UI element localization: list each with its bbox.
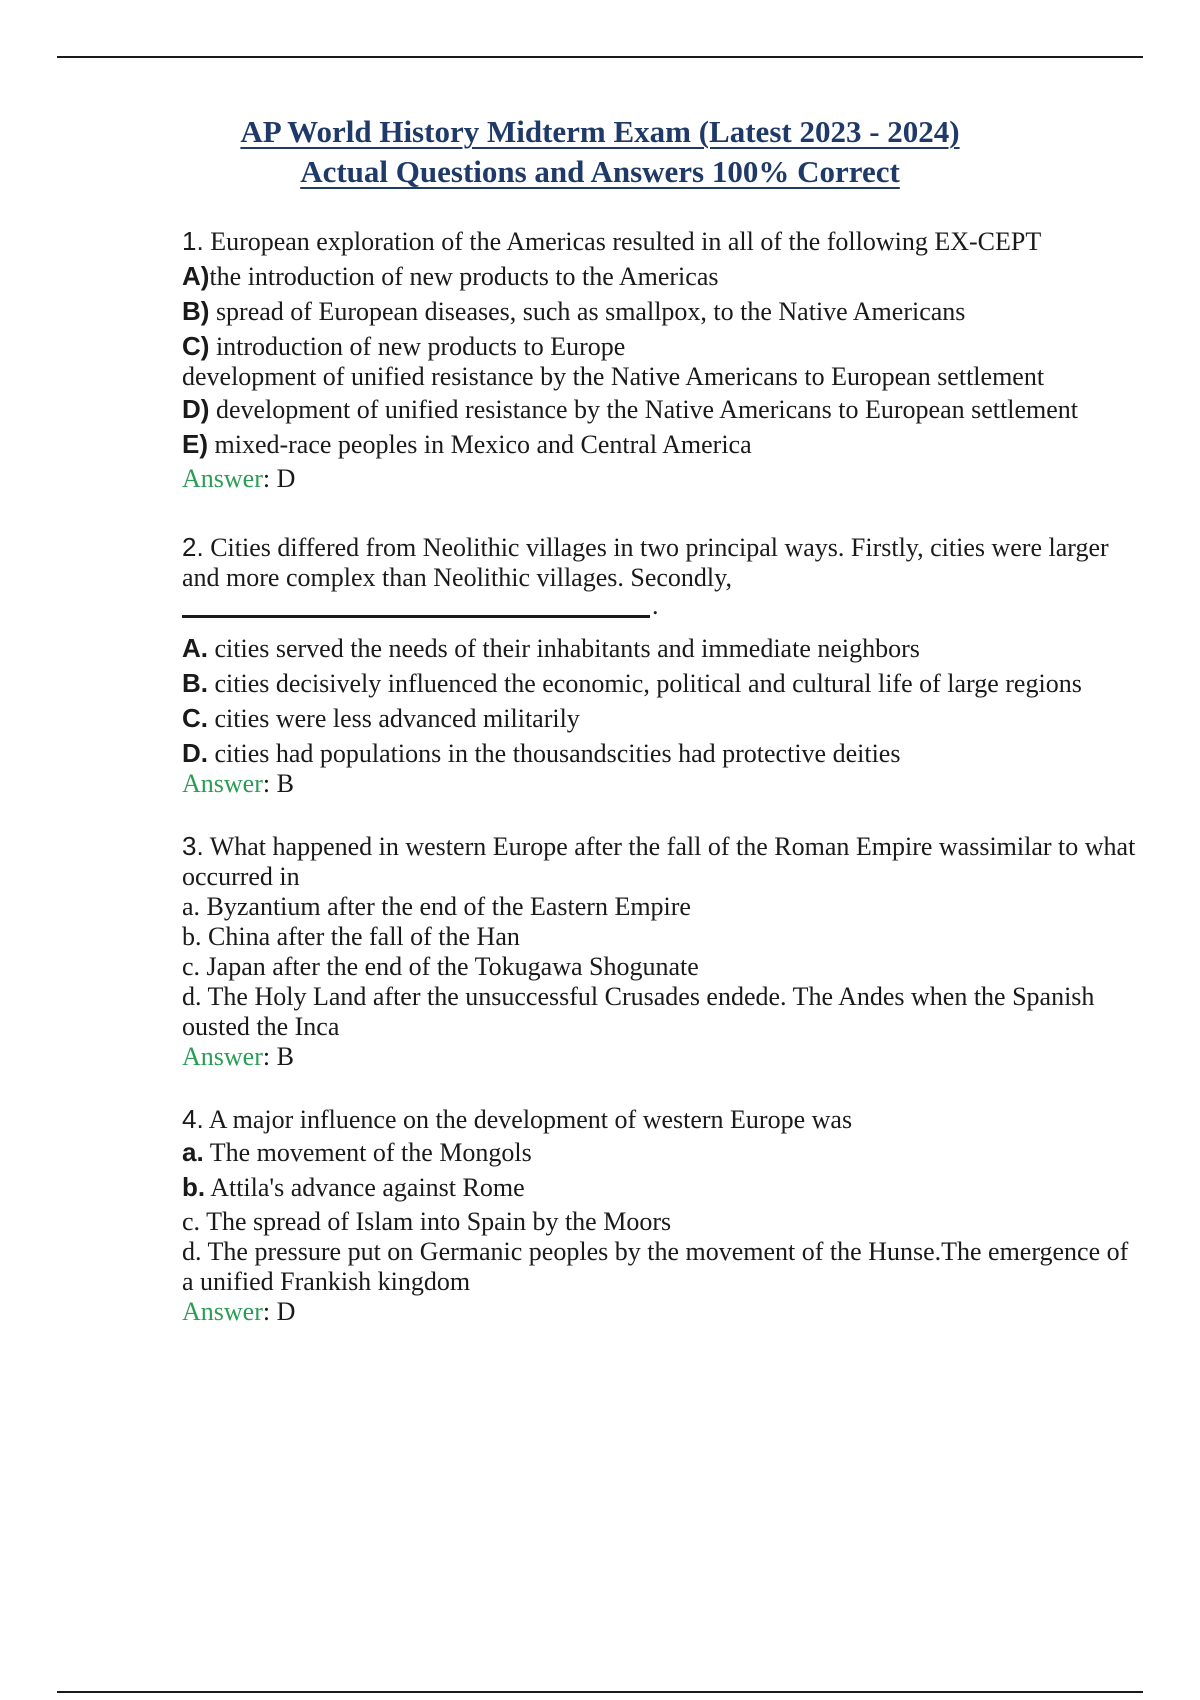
option-text: mixed-race peoples in Mexico and Central America bbox=[214, 430, 752, 459]
blank-period: . bbox=[652, 591, 659, 620]
option-text: Attila's advance against Rome bbox=[210, 1173, 525, 1202]
answer-line bbox=[182, 769, 1142, 799]
option-label: D) bbox=[182, 394, 210, 424]
option-label: D. bbox=[182, 738, 208, 768]
question-number: 4. bbox=[182, 1104, 204, 1134]
option-label: A. bbox=[182, 633, 208, 663]
answer-label: Answer bbox=[182, 464, 263, 493]
option-text: cities served the needs of their inhabitants and immediate neighbors bbox=[214, 634, 920, 663]
answer-label: Answer bbox=[182, 1042, 263, 1071]
fill-in-blank bbox=[182, 593, 1142, 629]
option-text: c. The spread of Islam into Spain by the Moors bbox=[182, 1207, 672, 1236]
question-number: 2. bbox=[182, 532, 204, 562]
option-label: B) bbox=[182, 296, 210, 326]
title-line-1: AP World History Midterm Exam (Latest 2023 - 2024) bbox=[240, 114, 960, 149]
option-label: C) bbox=[182, 331, 210, 361]
option-label: b. bbox=[182, 1172, 206, 1202]
top-rule bbox=[57, 56, 1143, 58]
question-1 bbox=[182, 226, 1142, 494]
answer-label: Answer bbox=[182, 1297, 263, 1326]
option-text: the introduction of new products to the Americas bbox=[209, 262, 719, 291]
answer-line bbox=[182, 464, 1142, 494]
blank-underline bbox=[182, 615, 650, 618]
answer-label: Answer bbox=[182, 769, 263, 798]
option-label: C. bbox=[182, 703, 208, 733]
question-4 bbox=[182, 1104, 1142, 1327]
option-text: The movement of the Mongols bbox=[209, 1138, 532, 1167]
option-label: B. bbox=[182, 668, 208, 698]
answer-line bbox=[182, 1297, 1142, 1327]
answer-line bbox=[182, 1042, 1142, 1072]
answer-value: : D bbox=[262, 464, 296, 493]
option-text: development of unified resistance by the Native Americans to European settlement bbox=[215, 395, 1078, 424]
answer-value: : B bbox=[262, 1042, 294, 1071]
option-text: a. Byzantium after the end of the Eastern Empire bbox=[182, 892, 691, 921]
option-text-continued: development of unified resistance by the Native Americans to European settlement bbox=[182, 362, 1045, 391]
option-text: d. The pressure put on Germanic peoples by the movement of the Hunse.The emergence of a unified Frankish kingdom bbox=[182, 1237, 1135, 1296]
title-line-2: Actual Questions and Answers 100% Correct bbox=[300, 154, 900, 189]
question-text: European exploration of the Americas resulted in all of the following EX-CEPT bbox=[210, 227, 1042, 256]
option-text: introduction of new products to Europe bbox=[215, 332, 626, 361]
option-text: b. China after the fall of the Han bbox=[182, 922, 520, 951]
question-text: Cities differed from Neolithic villages in two principal ways. Firstly, cities were larger and more complex than Neolithic villages. Secondly, bbox=[182, 533, 1116, 592]
option-text: cities had populations in the thousandscities had protective deities bbox=[214, 739, 901, 768]
bottom-rule bbox=[57, 1691, 1143, 1693]
option-text: cities were less advanced militarily bbox=[214, 704, 580, 733]
questions-body bbox=[182, 226, 1142, 1327]
option-text: spread of European diseases, such as smallpox, to the Native Americans bbox=[215, 297, 966, 326]
option-text: cities decisively influenced the economic, political and cultural life of large regions bbox=[214, 669, 1082, 698]
document-title bbox=[0, 112, 1200, 192]
option-label: a. bbox=[182, 1137, 204, 1167]
answer-value: : D bbox=[262, 1297, 296, 1326]
question-number: 3. bbox=[182, 831, 204, 861]
question-2 bbox=[182, 532, 1142, 799]
question-text: What happened in western Europe after the fall of the Roman Empire wassimilar to what occurred in bbox=[182, 832, 1142, 891]
option-label: A) bbox=[182, 261, 210, 291]
option-label: E) bbox=[182, 429, 208, 459]
option-text: c. Japan after the end of the Tokugawa Shogunate bbox=[182, 952, 699, 981]
answer-value: : B bbox=[262, 769, 294, 798]
question-3 bbox=[182, 831, 1142, 1072]
question-number: 1. bbox=[182, 226, 204, 256]
question-text: A major influence on the development of western Europe was bbox=[208, 1105, 853, 1134]
option-text: d. The Holy Land after the unsuccessful Crusades endede. The Andes when the Spanish ousted the Inca bbox=[182, 982, 1101, 1041]
